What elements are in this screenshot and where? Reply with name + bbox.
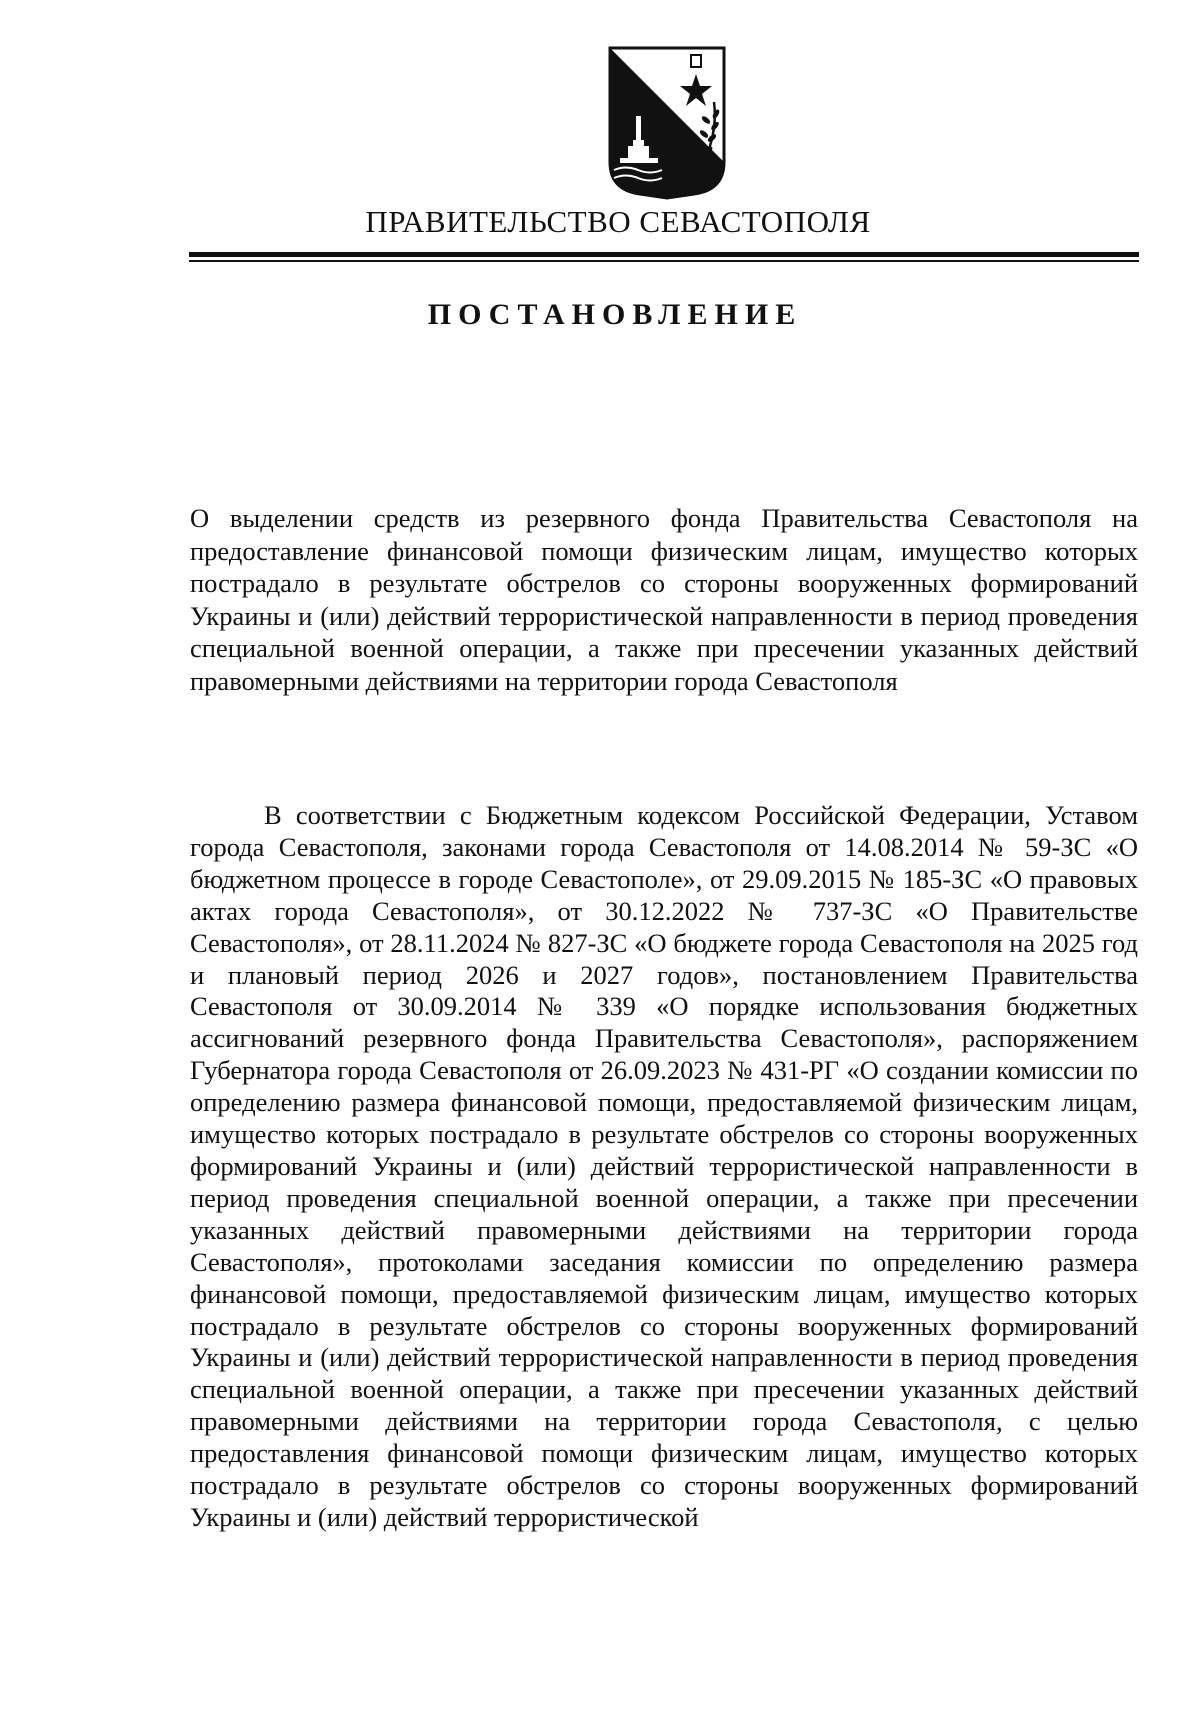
header-divider-thin [189,260,1139,262]
sevastopol-coat-of-arms-icon [606,44,728,200]
organization-name: ПРАВИТЕЛЬСТВО СЕВАСТОПОЛЯ [365,204,871,239]
header-divider-thick [189,252,1139,257]
document-type-heading: ПОСТАНОВЛЕНИЕ [427,298,803,331]
document-body-paragraph: В соответствии с Бюджетным кодексом Российской Федерации, Уставом города Севастополя, законами города Севастополя от 14.08.2014 № 59-ЗС «О бюджетном процессе в городе Севастополе», от 29.09.2015 № 185-ЗС «О правовых актах города Севастополя», от 30.12.2022 № 737-ЗС «О Правительстве Севастополя», от 28.11.2024 № 827-ЗС «О бюджете города Севастополя на 2025 год и плановый период 2026 и 2027 годов», постановлением Правительства Севастополя от 30.09.2014 № 339 «О порядке использования бюджетных ассигнований резервного фонда Правительства Севастополя», распоряжением Губернатора города Севастополя от 26.09.2023 № 431-РГ «О создании комиссии по определению размера финансовой помощи, предоставляемой физическим лицам, имущество которых пострадало в результате обстрелов со стороны вооруженных формирований Украины и (или) действий террористической направленности в период проведения специальной военной операции, а также при пресечении указанных действий правомерными действиями на территории города Севастополя», протоколами заседания комиссии по определению размера финансовой помощи, предоставляемой физическим лицам, имущество которых пострадало в результате обстрелов со стороны вооруженных формирований Украины и (или) действий террористической направленности в период проведения специальной военной операции, а также при пресечении указанных действий правомерными действиями на территории города Севастополя, с целью предоставления финансовой помощи физическим лицам, имущество которых пострадало в результате обстрелов со стороны вооруженных формирований Украины и (или) действий террористической [190,800,1138,1532]
document-title: О выделении средств из резервного фонда Правительства Севастополя на предоставление финансовой помощи физическим лицам, имущество которых пострадало в результате обстрелов со стороны вооруженных формирований Украины и (или) действий террористической направленности в период проведения специальной военной операции, а также при пресечении указанных действий правомерными действиями на территории города Севастополя [190,503,1138,696]
